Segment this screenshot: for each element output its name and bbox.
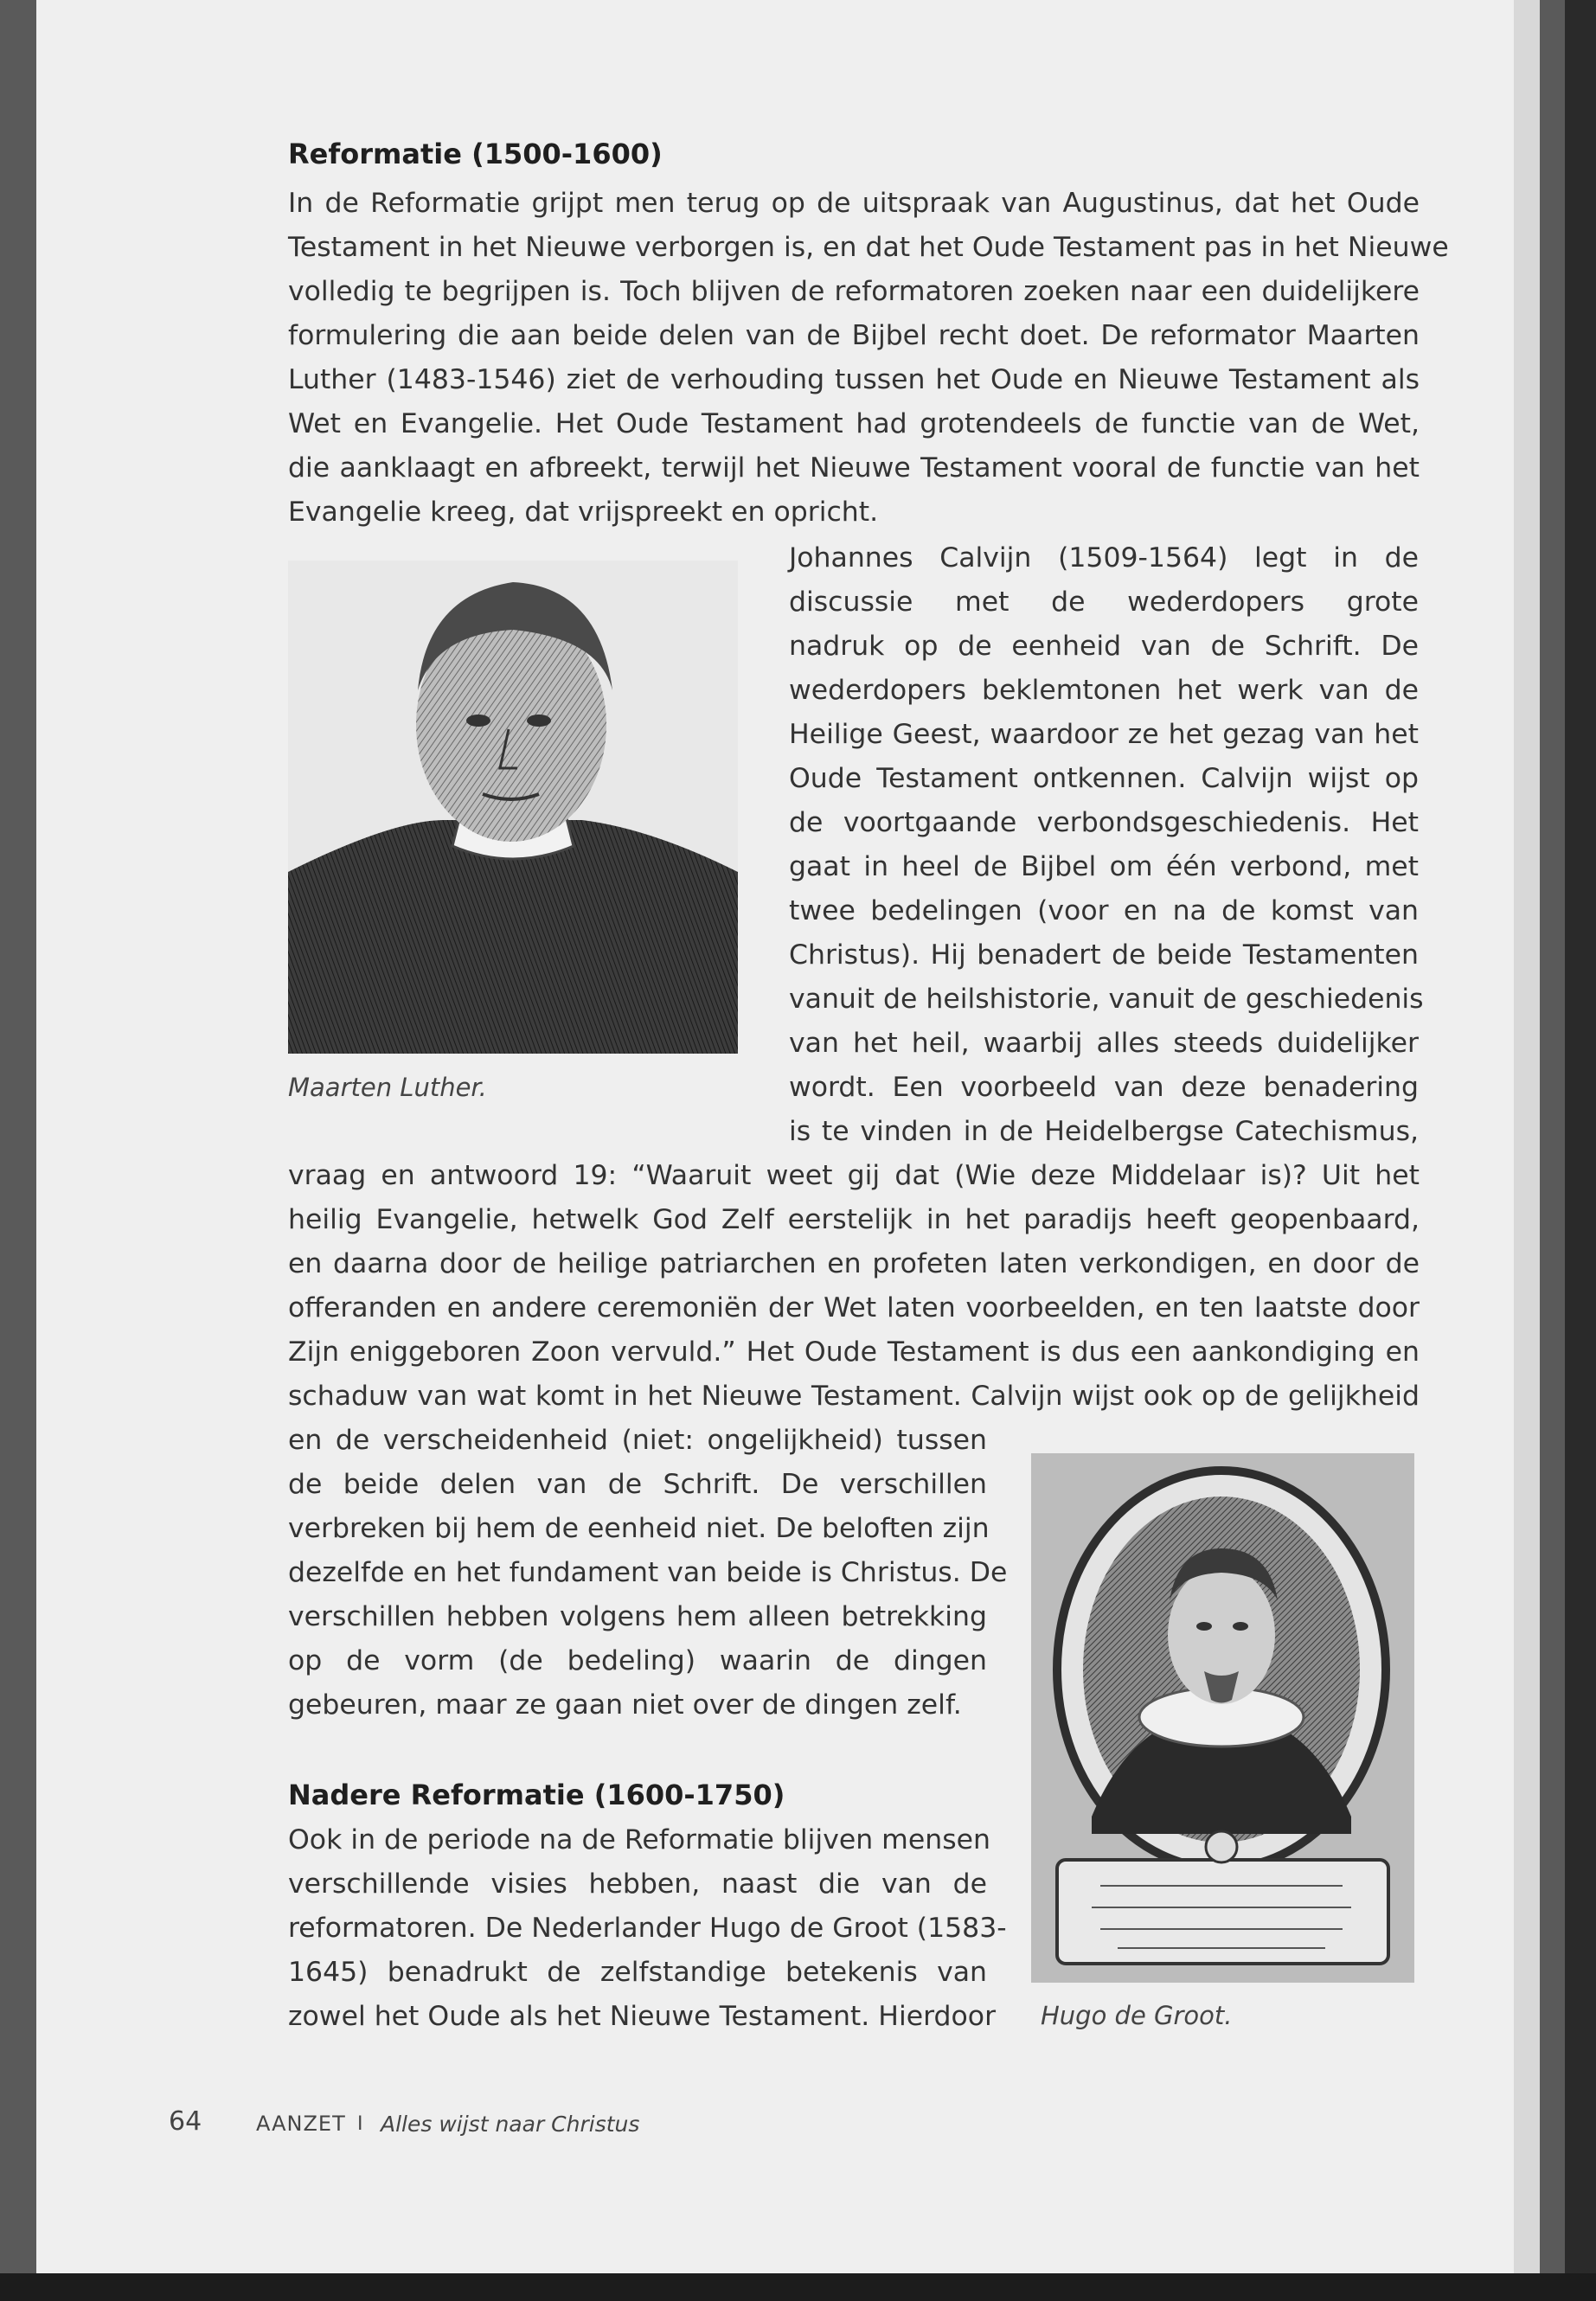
text-line: schaduw van wat komt in het Nieuwe Testament. Calvijn wijst ook op de gelijkheid [288,1381,1420,1412]
text-line: Zijn eniggeboren Zoon vervuld.” Het Oude Testament is dus een aankondiging en [288,1336,1420,1368]
section-heading-nadere-reformatie: Nadere Reformatie (1600-1750) [288,1779,785,1811]
text-line: formulering die aan beide delen van de Bijbel recht doet. De reformator Maarten [288,320,1420,351]
text-line: Heilige Geest, waardoor ze het gezag van het [789,719,1419,750]
text-line: Evangelie kreeg, dat vrijspreekt en opricht. [288,497,879,528]
text-line: op de vorm (de bedeling) waarin de dingen [288,1645,987,1676]
text-line: Johannes Calvijn (1509-1564) legt in de [789,542,1419,574]
paragraph-verschillen [288,1419,1008,1727]
book-spine [1565,0,1596,2273]
text-line: en daarna door de heilige patriarchen en profeten laten verkondigen, en door de [288,1248,1420,1279]
grotius-engraving-icon [1031,1453,1414,1983]
text-line: verschillende visies hebben, naast die van de [288,1868,987,1900]
paragraph-heidelberg [288,1154,1420,1419]
text-line: In de Reformatie grijpt men terug op de uitspraak van Augustinus, dat het Oude [288,188,1420,219]
text-line: de beide delen van de Schrift. De verschillen [288,1469,987,1500]
grotius-caption: Hugo de Groot. [1041,2001,1233,2030]
text-line: verschillen hebben volgens hem alleen betrekking [288,1601,987,1632]
text-line: Oude Testament ontkennen. Calvijn wijst op [789,763,1419,794]
text-line: Luther (1483-1546) ziet de verhouding tussen het Oude en Nieuwe Testament als [288,364,1420,395]
text-line: verbreken bij hem de eenheid niet. De beloften zijn [288,1513,990,1544]
text-line: 1645) benadrukt de zelfstandige betekenis van [288,1957,987,1988]
text-line: volledig te begrijpen is. Toch blijven de reformatoren zoeken naar een duidelijkere [288,276,1420,307]
text-line: de voortgaande verbondsgeschiedenis. Het [789,807,1419,838]
text-line: vanuit de heilshistorie, vanuit de geschiedenis [789,984,1424,1015]
text-line: offeranden en andere ceremoniën der Wet laten voorbeelden, en ten laatste door [288,1292,1420,1324]
luther-portrait [288,561,738,1054]
text-line: vraag en antwoord 19: “Waaruit weet gij dat (Wie deze Middelaar is)? Uit het [288,1160,1420,1191]
text-line: zowel het Oude als het Nieuwe Testament. Hierdoor [288,2001,997,2032]
text-line: en de verscheidenheid (niet: ongelijkheid) tussen [288,1425,987,1456]
text-line: Wet en Evangelie. Het Oude Testament had grotendeels de functie van de Wet, [288,408,1420,439]
text-line: Christus). Hij benadert de beide Testamenten [789,939,1419,971]
text-line: Ook in de periode na de Reformatie blijven mensen [288,1824,990,1856]
text-line: reformatoren. De Nederlander Hugo de Groot (1583- [288,1913,1007,1944]
scan-bottom-edge [0,2273,1596,2301]
text-line: discussie met de wederdopers grote [789,586,1419,618]
text-line: wordt. Een voorbeeld van deze benadering [789,1072,1419,1103]
footer-separator: I [357,2113,363,2135]
paragraph-luther [288,182,1449,535]
page-number: 64 [169,2106,202,2137]
text-line: is te vinden in de Heidelbergse Catechismus, [789,1116,1419,1147]
page-edge [1514,0,1540,2273]
footer-series: AANZET [256,2112,346,2136]
text-line: twee bedelingen (voor en na de komst van [789,895,1419,926]
text-line: die aanklaagt en afbreekt, terwijl het Nieuwe Testament vooral de functie van het [288,452,1420,484]
paragraph-calvijn [789,536,1424,1154]
text-line: gebeuren, maar ze gaan niet over de dingen zelf. [288,1689,962,1721]
luther-engraving-icon [288,561,738,1054]
text-line: Testament in het Nieuwe verborgen is, en dat het Oude Testament pas in het Nieuwe [288,232,1449,263]
luther-caption: Maarten Luther. [288,1073,487,1102]
text-line: wederdopers beklemtonen het werk van de [789,675,1419,706]
text-line: nadruk op de eenheid van de Schrift. De [789,631,1419,662]
grotius-portrait [1031,1453,1414,1983]
text-line: heilig Evangelie, hetwelk God Zelf eerstelijk in het paradijs heeft geopenbaard, [288,1204,1420,1235]
footer-book-title: Alles wijst naar Christus [381,2112,640,2137]
section-heading-reformatie: Reformatie (1500-1600) [288,138,663,170]
text-line: van het heil, waarbij alles steeds duidelijker [789,1028,1419,1059]
paragraph-hugo-de-groot [288,1818,1007,2039]
text-line: dezelfde en het fundament van beide is Christus. De [288,1557,1008,1588]
text-line: gaat in heel de Bijbel om één verbond, met [789,851,1419,882]
